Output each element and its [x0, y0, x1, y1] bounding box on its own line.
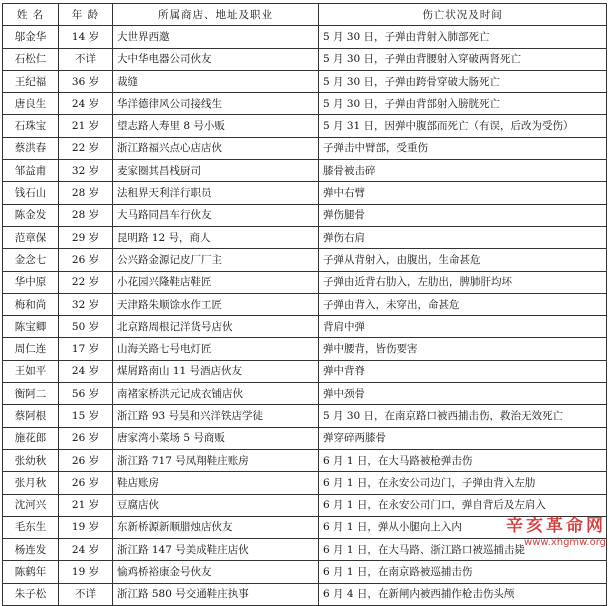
casualty-cell: 弹穿碎两膝骨	[319, 427, 607, 449]
age-cell: 26 岁	[59, 249, 113, 271]
header-age: 年 龄	[59, 4, 113, 26]
name-cell: 华中原	[3, 271, 59, 293]
name-cell: 唐良生	[3, 93, 59, 115]
name-cell: 梅和尚	[3, 293, 59, 315]
age-cell: 36 岁	[59, 70, 113, 92]
casualty-cell: 6 月 1 日，在永安公司边门，子弹由背入左肋	[319, 472, 607, 494]
age-cell: 24 岁	[59, 360, 113, 382]
casualty-cell: 背肩中弹	[319, 316, 607, 338]
age-cell: 21 岁	[59, 115, 113, 137]
affiliation-cell: 鞋店账房	[113, 472, 319, 494]
table-row	[3, 204, 607, 226]
age-cell: 32 岁	[59, 293, 113, 315]
casualty-cell: 5 月 31 日，因弹中腹部而死亡（有误，后改为受伤）	[319, 115, 607, 137]
table-row	[3, 405, 607, 427]
name-cell: 金念七	[3, 249, 59, 271]
name-cell: 陈宝卿	[3, 316, 59, 338]
casualty-cell: 弹伤腿骨	[319, 204, 607, 226]
casualty-cell: 子弹由背入，未穿出，命甚危	[319, 293, 607, 315]
affiliation-cell: 大马路同昌车行伙友	[113, 204, 319, 226]
casualty-cell: 6 月 1 日，弹从小腿向上入内	[319, 516, 607, 538]
name-cell: 王纪福	[3, 70, 59, 92]
table-row	[3, 115, 607, 137]
age-cell: 50 岁	[59, 316, 113, 338]
casualty-cell: 6 月 1 日，在大马路、浙江路口被巡捕击毙	[319, 539, 607, 561]
header-affiliation: 所属商店、地址及职业	[113, 4, 319, 26]
casualty-cell: 5 月 30 日，子弹由背射入肺部死亡	[319, 26, 607, 48]
age-cell: 26 岁	[59, 472, 113, 494]
table-row	[3, 137, 607, 159]
age-cell: 不详	[59, 48, 113, 70]
table-row	[3, 70, 607, 92]
table-row	[3, 249, 607, 271]
table-row	[3, 93, 607, 115]
affiliation-cell: 浙江路 147 号美成鞋庄店伙	[113, 539, 319, 561]
age-cell: 29 岁	[59, 226, 113, 248]
casualty-cell: 膝骨被击碎	[319, 160, 607, 182]
affiliation-cell: 豆腐店伙	[113, 494, 319, 516]
casualty-cell: 子弹由近背右肋入，左肋出，脾肺肝均坏	[319, 271, 607, 293]
affiliation-cell: 小花园兴隆鞋店鞋匠	[113, 271, 319, 293]
name-cell: 衡阿二	[3, 383, 59, 405]
casualty-cell: 6 月 1 日，在大马路被枪弹击伤	[319, 449, 607, 471]
age-cell: 15 岁	[59, 405, 113, 427]
name-cell: 张月秋	[3, 472, 59, 494]
header-casualty: 伤亡状况及时间	[319, 4, 607, 26]
name-cell: 毛东生	[3, 516, 59, 538]
affiliation-cell: 大世界西邀	[113, 26, 319, 48]
table-row	[3, 338, 607, 360]
affiliation-cell: 公兴路金源记皮厂厂主	[113, 249, 319, 271]
table-row	[3, 427, 607, 449]
age-cell: 24 岁	[59, 93, 113, 115]
casualty-cell: 弹中颈骨	[319, 383, 607, 405]
table-row	[3, 316, 607, 338]
casualty-cell: 5 月 30 日，在南京路口被西捕击伤，救治无效死亡	[319, 405, 607, 427]
age-cell: 28 岁	[59, 182, 113, 204]
table-row	[3, 271, 607, 293]
affiliation-cell: 浙江路 580 号交通鞋庄执事	[113, 583, 319, 605]
affiliation-cell: 愉鸡桥裕康金号伙友	[113, 561, 319, 583]
affiliation-cell: 浙江路 93 号昊和兴洋铁店学徒	[113, 405, 319, 427]
table-row	[3, 360, 607, 382]
casualty-cell: 6 月 1 日，在永安公司门口，弹自背后及左肩入	[319, 494, 607, 516]
affiliation-cell: 麦家圈其昌栈厨司	[113, 160, 319, 182]
header-row	[3, 4, 607, 26]
name-cell: 王如平	[3, 360, 59, 382]
age-cell: 26 岁	[59, 427, 113, 449]
table-row	[3, 383, 607, 405]
age-cell: 28 岁	[59, 204, 113, 226]
affiliation-cell: 煤屑路南山 11 号酒店伙友	[113, 360, 319, 382]
name-cell: 蔡洪春	[3, 137, 59, 159]
name-cell: 邬金华	[3, 26, 59, 48]
affiliation-cell: 昆明路 12 号，商人	[113, 226, 319, 248]
name-cell: 杨连发	[3, 539, 59, 561]
affiliation-cell: 山海关路七号电灯匠	[113, 338, 319, 360]
name-cell: 朱子松	[3, 583, 59, 605]
affiliation-cell: 南褚家桥洪元记成衣铺店伙	[113, 383, 319, 405]
site-watermark	[506, 511, 606, 548]
table-row	[3, 160, 607, 182]
casualty-cell: 6 月 1 日，在南京路被巡捕击伤	[319, 561, 607, 583]
age-cell: 17 岁	[59, 338, 113, 360]
affiliation-cell: 法租界天利洋行职员	[113, 182, 319, 204]
affiliation-cell: 望志路人寿里 8 号小贩	[113, 115, 319, 137]
affiliation-cell: 浙江路 717 号凤翔鞋庄账房	[113, 449, 319, 471]
name-cell: 周仁连	[3, 338, 59, 360]
age-cell: 56 岁	[59, 383, 113, 405]
affiliation-cell: 北京路周根记洋货号店伙	[113, 316, 319, 338]
casualty-cell: 弹中右臂	[319, 182, 607, 204]
casualty-cell: 弹伤右肩	[319, 226, 607, 248]
age-cell: 19 岁	[59, 561, 113, 583]
casualty-cell: 6 月 4 日，在新闸内被西捕作枪击伤头颅	[319, 583, 607, 605]
table-row	[3, 449, 607, 471]
affiliation-cell: 浙江路福兴点心店店伙	[113, 137, 319, 159]
name-cell: 蔡阿根	[3, 405, 59, 427]
name-cell: 石珠宝	[3, 115, 59, 137]
name-cell: 陈金发	[3, 204, 59, 226]
affiliation-cell: 大中华电器公司伙友	[113, 48, 319, 70]
age-cell: 32 岁	[59, 160, 113, 182]
name-cell: 范章保	[3, 226, 59, 248]
affiliation-cell: 天津路朱顺馀水作工匠	[113, 293, 319, 315]
name-cell: 邹益甫	[3, 160, 59, 182]
name-cell: 施花郎	[3, 427, 59, 449]
table-row	[3, 26, 607, 48]
casualty-cell: 5 月 30 日，子弹由跨骨穿破大肠死亡	[319, 70, 607, 92]
watermark-title: 辛亥革命网	[506, 516, 606, 536]
casualty-cell: 子弹击中臂部，受重伤	[319, 137, 607, 159]
age-cell: 22 岁	[59, 271, 113, 293]
casualty-cell: 弹中背脊	[319, 360, 607, 382]
age-cell: 22 岁	[59, 137, 113, 159]
affiliation-cell: 华洋德律风公司接线生	[113, 93, 319, 115]
age-cell: 19 岁	[59, 516, 113, 538]
affiliation-cell: 东新桥源新顺腊烛店伙友	[113, 516, 319, 538]
table-row	[3, 48, 607, 70]
affiliation-cell: 裁缝	[113, 70, 319, 92]
age-cell: 24 岁	[59, 539, 113, 561]
table-row	[3, 226, 607, 248]
table-row	[3, 561, 607, 583]
name-cell: 石松仁	[3, 48, 59, 70]
table-row	[3, 583, 607, 605]
name-cell: 陈鹤年	[3, 561, 59, 583]
watermark-url: www.xhgmw.org	[524, 537, 606, 548]
header-name: 姓 名	[3, 4, 59, 26]
table-row	[3, 293, 607, 315]
casualty-cell: 5 月 30 日，子弹由背部射入膀胱死亡	[319, 93, 607, 115]
table-row	[3, 182, 607, 204]
age-cell: 不详	[59, 583, 113, 605]
affiliation-cell: 唐家湾小菜场 5 号商贩	[113, 427, 319, 449]
name-cell: 钱石山	[3, 182, 59, 204]
casualty-cell: 弹中腰背，皆伤要害	[319, 338, 607, 360]
age-cell: 26 岁	[59, 449, 113, 471]
age-cell: 14 岁	[59, 26, 113, 48]
table-row	[3, 472, 607, 494]
table-header	[3, 4, 607, 26]
casualty-cell: 子弹从背射入，由腹出，生命甚危	[319, 249, 607, 271]
name-cell: 沈河兴	[3, 494, 59, 516]
name-cell: 张幼秋	[3, 449, 59, 471]
age-cell: 21 岁	[59, 494, 113, 516]
casualty-cell: 5 月 30 日，子弹由背腰射入穿破两肾死亡	[319, 48, 607, 70]
